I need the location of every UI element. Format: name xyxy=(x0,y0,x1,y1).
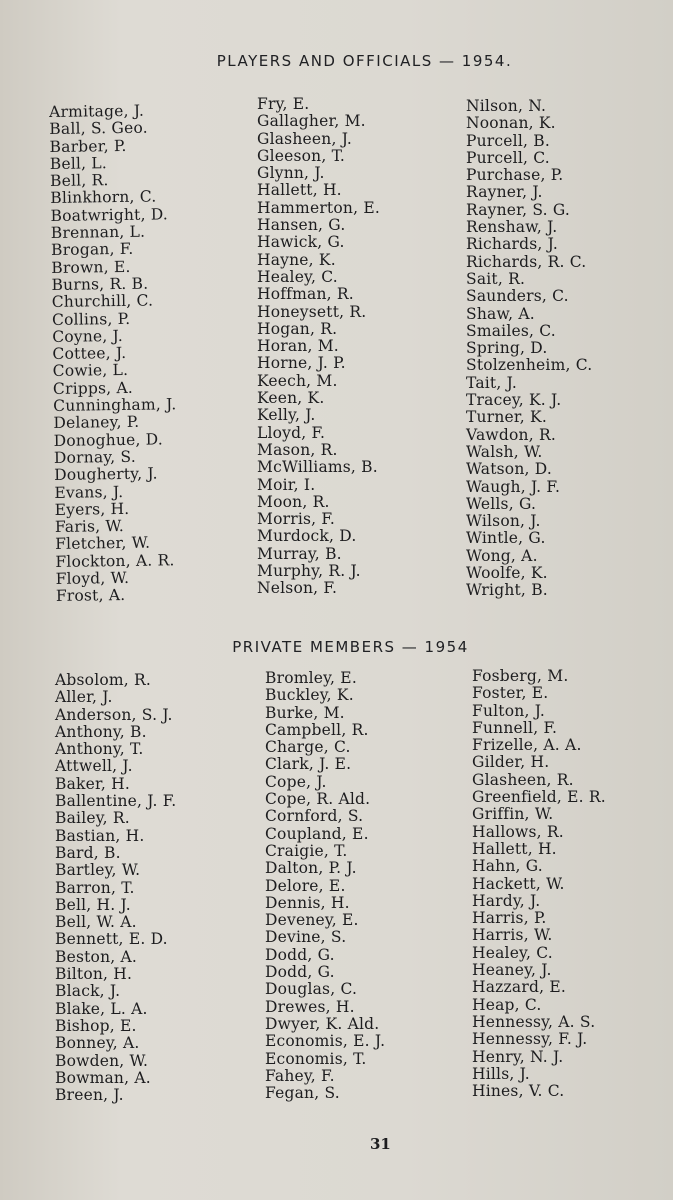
name-entry: Blake, L. A. xyxy=(55,999,148,1018)
name-entry: Heap, C. xyxy=(472,995,542,1014)
name-entry: Faris, W. xyxy=(54,517,125,537)
name-entry: Hammerton, E. xyxy=(257,198,380,217)
name-entry: Bell, H. J. xyxy=(55,895,131,914)
name-entry: Hines, V. C. xyxy=(472,1082,565,1101)
name-entry: Watson, D. xyxy=(466,460,552,479)
name-entry: Murphy, R. J. xyxy=(257,562,361,581)
name-entry: Renshaw, J. xyxy=(466,218,558,237)
name-entry: Fry, E. xyxy=(257,95,310,113)
name-entry: Frost, A. xyxy=(55,586,126,606)
name-entry: Smailes, C. xyxy=(466,321,556,340)
name-entry: Economis, E. J. xyxy=(265,1032,386,1051)
name-entry: Horne, J. P. xyxy=(257,354,346,373)
name-entry: Glasheen, J. xyxy=(257,129,353,148)
name-entry: Hahn, G. xyxy=(472,857,543,876)
name-entry: Shaw, A. xyxy=(466,304,535,323)
name-entry: Glynn, J. xyxy=(257,164,325,183)
name-entry: Moir, I. xyxy=(257,475,316,494)
name-entry: Purcell, C. xyxy=(466,148,550,167)
name-entry: Wintle, G. xyxy=(466,529,546,548)
name-entry: Hills, J. xyxy=(472,1064,530,1083)
name-entry: Hardy, J. xyxy=(472,891,541,910)
name-entry: Wright, B. xyxy=(466,581,548,600)
name-entry: Brennan, L. xyxy=(50,222,146,243)
name-entry: Wilson, J. xyxy=(466,512,541,531)
name-entry: Douglas, C. xyxy=(265,980,358,999)
name-entry: Dalton, P. J. xyxy=(265,859,357,878)
name-entry: Bennett, E. D. xyxy=(55,930,168,949)
members-column-1 xyxy=(55,672,176,1104)
name-entry: Economis, T. xyxy=(265,1049,367,1068)
name-entry: Dwyer, K. Ald. xyxy=(265,1014,380,1033)
name-entry: Wong, A. xyxy=(466,546,538,565)
name-entry: Cottee, J. xyxy=(52,344,127,364)
name-entry: Donoghue, D. xyxy=(53,430,164,450)
name-entry: Dodd, G. xyxy=(265,945,335,964)
name-entry: Fletcher, W. xyxy=(55,534,151,554)
name-entry: Richards, R. C. xyxy=(466,252,587,271)
name-entry: Floyd, W. xyxy=(55,568,130,588)
name-entry: Healey, C. xyxy=(472,943,553,962)
name-entry: Hoffman, R. xyxy=(257,285,354,304)
name-entry: Barron, T. xyxy=(55,878,135,897)
name-entry: Lloyd, F. xyxy=(257,423,326,442)
name-entry: Cope, R. Ald. xyxy=(265,790,371,809)
name-entry: Hawick, G. xyxy=(257,233,345,252)
name-entry: Craigie, T. xyxy=(265,841,348,860)
name-entry: Delaney, P. xyxy=(53,413,140,433)
name-entry: Breen, J. xyxy=(55,1086,124,1105)
name-entry: Devine, S. xyxy=(265,928,347,947)
name-entry: Charge, C. xyxy=(265,738,351,757)
name-entry: Bartley, W. xyxy=(55,861,141,880)
name-entry: Hansen, G. xyxy=(257,216,346,235)
name-entry: Clark, J. E. xyxy=(265,755,352,774)
name-entry: Fulton, J. xyxy=(472,701,546,720)
name-entry: Hayne, K. xyxy=(257,250,336,269)
name-entry: Gallagher, M. xyxy=(257,112,366,131)
name-entry: Eyers, H. xyxy=(54,499,130,519)
name-entry: Mason, R. xyxy=(257,440,338,459)
name-entry: Anthony, T. xyxy=(55,740,144,759)
name-entry: Waugh, J. F. xyxy=(466,477,561,496)
name-entry: Vawdon, R. xyxy=(466,425,556,444)
name-entry: Foster, E. xyxy=(472,684,549,703)
name-entry: Hallows, R. xyxy=(472,822,564,841)
name-entry: Keech, M. xyxy=(257,371,338,390)
name-entry: Bowden, W. xyxy=(55,1051,149,1070)
name-entry: Cripps, A. xyxy=(52,378,134,398)
name-entry: Barber, P. xyxy=(49,136,127,156)
players-column-2 xyxy=(257,96,380,598)
name-entry: Boatwright, D. xyxy=(50,205,169,225)
name-entry: Churchill, C. xyxy=(51,291,154,312)
name-entry: Bard, B. xyxy=(55,843,121,862)
name-entry: Nilson, N. xyxy=(466,97,547,115)
name-entry: Bell, W. A. xyxy=(55,913,137,932)
name-entry: Ball, S. Geo. xyxy=(49,118,148,139)
name-entry: Absolom, R. xyxy=(55,671,152,689)
name-entry: Bell, R. xyxy=(49,171,109,191)
name-entry: Purcell, B. xyxy=(466,131,550,150)
name-entry: Healey, C. xyxy=(257,267,338,286)
name-entry: Hennessy, F. J. xyxy=(472,1030,588,1049)
members-heading: PRIVATE MEMBERS — 1954 xyxy=(232,638,469,656)
name-entry: Dodd, G. xyxy=(265,963,335,982)
name-entry: Attwell, J. xyxy=(55,757,133,776)
name-entry: Flockton, A. R. xyxy=(55,551,175,571)
name-entry: Hennessy, A. S. xyxy=(472,1012,596,1031)
name-entry: Moon, R. xyxy=(257,492,330,511)
name-entry: Greenfield, E. R. xyxy=(472,788,606,807)
name-entry: Stolzenheim, C. xyxy=(466,356,593,375)
name-entry: Coyne, J. xyxy=(52,326,124,346)
name-entry: Deveney, E. xyxy=(265,911,359,930)
name-entry: Dornay, S. xyxy=(53,447,136,467)
name-entry: Brogan, F. xyxy=(50,240,134,260)
name-entry: Walsh, W. xyxy=(466,442,543,461)
players-column-1 xyxy=(49,102,179,605)
name-entry: Dougherty, J. xyxy=(54,464,158,485)
name-entry: Cope, J. xyxy=(265,772,327,791)
name-entry: McWilliams, B. xyxy=(257,458,378,477)
name-entry: Turner, K. xyxy=(466,408,547,427)
name-entry: Henry, N. J. xyxy=(472,1047,564,1066)
name-entry: Hallett, H. xyxy=(257,181,342,200)
name-entry: Bonney, A. xyxy=(55,1034,140,1053)
name-entry: Fahey, F. xyxy=(265,1066,335,1085)
name-entry: Wells, G. xyxy=(466,494,537,513)
name-entry: Bell, L. xyxy=(49,154,108,173)
name-entry: Black, J. xyxy=(55,982,121,1001)
players-heading: PLAYERS AND OFFICIALS — 1954. xyxy=(216,52,513,70)
name-entry: Harris, P. xyxy=(472,909,547,928)
name-entry: Gilder, H. xyxy=(472,753,550,772)
name-entry: Harris, W. xyxy=(472,926,553,945)
name-entry: Murdock, D. xyxy=(257,527,357,546)
name-entry: Spring, D. xyxy=(466,339,548,358)
name-entry: Bastian, H. xyxy=(55,826,145,845)
name-entry: Anderson, S. J. xyxy=(55,705,173,724)
name-entry: Hackett, W. xyxy=(472,874,565,893)
name-entry: Bailey, R. xyxy=(55,809,130,828)
name-entry: Evans, J. xyxy=(54,482,124,502)
name-entry: Cunningham, J. xyxy=(53,395,177,416)
name-entry: Baker, H. xyxy=(55,774,131,793)
name-entry: Glasheen, R. xyxy=(472,770,574,789)
name-entry: Rayner, J. xyxy=(466,183,543,202)
name-entry: Frizelle, A. A. xyxy=(472,736,582,755)
name-entry: Collins, P. xyxy=(51,309,131,329)
name-entry: Anthony, B. xyxy=(55,722,147,741)
name-entry: Fosberg, M. xyxy=(472,667,569,685)
name-entry: Heaney, J. xyxy=(472,961,552,980)
name-entry: Hogan, R. xyxy=(257,319,338,338)
name-entry: Bilton, H. xyxy=(55,965,133,984)
name-entry: Cowie, L. xyxy=(52,361,129,381)
name-entry: Delore, E. xyxy=(265,876,346,895)
players-column-3 xyxy=(466,98,592,600)
name-entry: Nelson, F. xyxy=(257,579,338,598)
name-entry: Buckley, K. xyxy=(265,686,354,705)
name-entry: Purchase, P. xyxy=(466,166,564,185)
name-entry: Woolfe, K. xyxy=(466,564,548,583)
name-entry: Hallett, H. xyxy=(472,839,557,858)
name-entry: Noonan, K. xyxy=(466,114,556,133)
name-entry: Horan, M. xyxy=(257,337,339,356)
name-entry: Griffin, W. xyxy=(472,805,554,824)
name-entry: Kelly, J. xyxy=(257,406,316,425)
name-entry: Funnell, F. xyxy=(472,718,558,737)
name-entry: Morris, F. xyxy=(257,510,336,529)
name-entry: Richards, J. xyxy=(466,235,559,254)
name-entry: Brown, E. xyxy=(51,257,131,277)
name-entry: Bishop, E. xyxy=(55,1016,137,1035)
name-entry: Beston, A. xyxy=(55,947,138,966)
name-entry: Burns, R. B. xyxy=(51,274,149,294)
name-entry: Tait, J. xyxy=(466,373,517,392)
name-entry: Saunders, C. xyxy=(466,287,569,306)
name-entry: Hazzard, E. xyxy=(472,978,566,997)
name-entry: Fegan, S. xyxy=(265,1084,340,1103)
name-entry: Bromley, E. xyxy=(265,669,357,687)
name-entry: Bowman, A. xyxy=(55,1068,151,1087)
name-entry: Tracey, K. J. xyxy=(466,391,562,410)
name-entry: Blinkhorn, C. xyxy=(50,187,157,208)
name-entry: Dennis, H. xyxy=(265,893,350,912)
name-entry: Campbell, R. xyxy=(265,720,369,739)
name-entry: Rayner, S. G. xyxy=(466,200,571,219)
name-entry: Murray, B. xyxy=(257,544,342,563)
name-entry: Sait, R. xyxy=(466,269,526,288)
members-column-2 xyxy=(265,670,385,1102)
name-entry: Cornford, S. xyxy=(265,807,364,826)
name-entry: Aller, J. xyxy=(55,688,113,707)
name-entry: Armitage, J. xyxy=(48,101,145,121)
name-entry: Gleeson, T. xyxy=(257,146,345,165)
name-entry: Honeysett, R. xyxy=(257,302,367,321)
name-entry: Keen, K. xyxy=(257,389,325,408)
name-entry: Drewes, H. xyxy=(265,997,355,1016)
name-entry: Burke, M. xyxy=(265,703,345,722)
page-number: 31 xyxy=(370,1135,391,1153)
members-column-3 xyxy=(472,668,606,1100)
name-entry: Ballentine, J. F. xyxy=(55,792,177,811)
name-entry: Coupland, E. xyxy=(265,824,369,843)
